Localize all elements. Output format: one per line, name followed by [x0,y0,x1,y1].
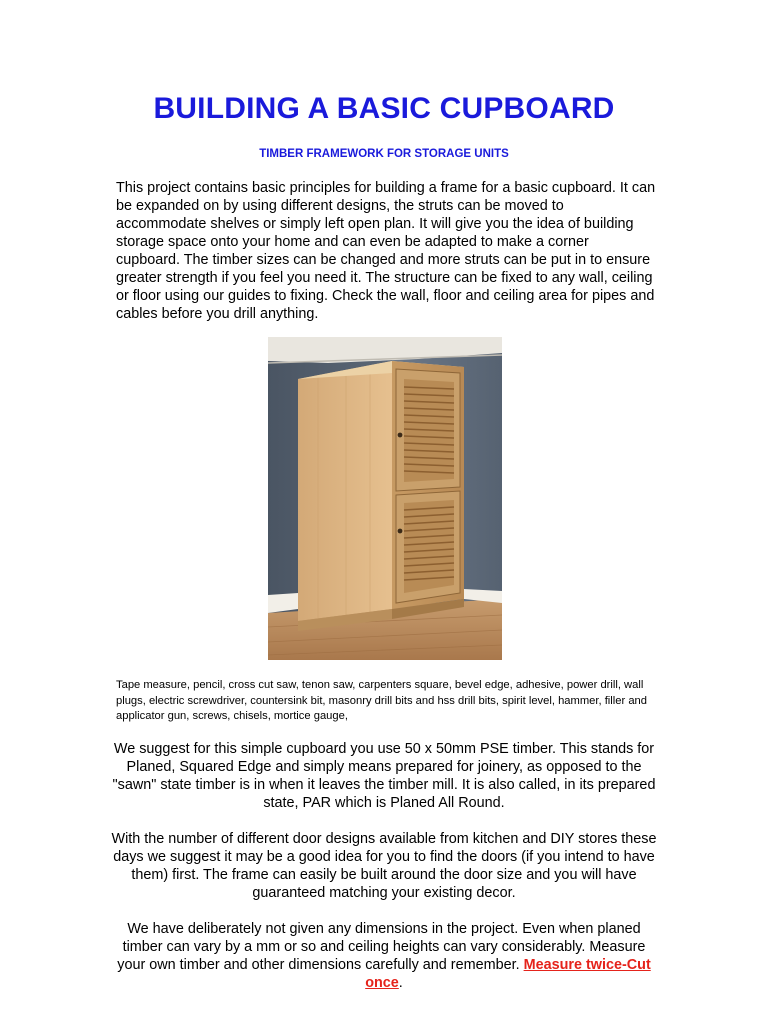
dimensions-end: . [398,975,403,991]
page-title: BUILDING A BASIC CUPBOARD [153,92,615,125]
louvred-door-cupboard-photo [268,337,502,660]
dimensions-paragraph [108,920,660,992]
measure-twice-link[interactable]: Measure twice-Cut once [365,957,651,991]
dimensions-text: We have deliberately not given any dimensions in the project. Even when planed timber can vary by a mm or so and ceiling heights can vary considerably. Measure your own timber and other dimensions carefully and remember. [117,921,646,973]
timber-paragraph: We suggest for this simple cupboard you use 50 x 50mm PSE timber. This stands for Planed, Squared Edge and simply means prepared for joinery, as opposed to the "sawn" state timber is in when it leaves the timber mill. It is also called, in its prepared state, PAR which is Planed All Round. [112,741,656,811]
page-subtitle: TIMBER FRAMEWORK FOR STORAGE UNITS [259,148,509,160]
doors-paragraph: With the number of different door designs available from kitchen and DIY stores these days we suggest it may be a good idea for you to find the doors (if you intend to have them) first. The frame can easily be built around the door size and you will have guaranteed matching your existing decor. [111,831,657,901]
intro-paragraph: This project contains basic principles for building a frame for a basic cupboard. It can be expanded on by using different designs, the struts can be moved to accommodate shelves or simply left open plan. It will give you the idea of building storage space onto your home and can even be adapted to make a corner cupboard. The timber sizes can be changed and more struts can be put in to ensure greater strength if you feel you need it. The structure can be fixed to any wall, ceiling or floor using our guides to fixing. Check the wall, floor and ceiling area for pipes and cables before you drill anything. [116,180,656,322]
tools-list: Tape measure, pencil, cross cut saw, tenon saw, carpenters square, bevel edge, adhesive, power drill, wall plugs, electric screwdriver, countersink bit, masonry drill bits and hss drill bits, spirit level, hammer, filler and applicator gun, screws, chisels, mortice gauge, [116,679,647,722]
